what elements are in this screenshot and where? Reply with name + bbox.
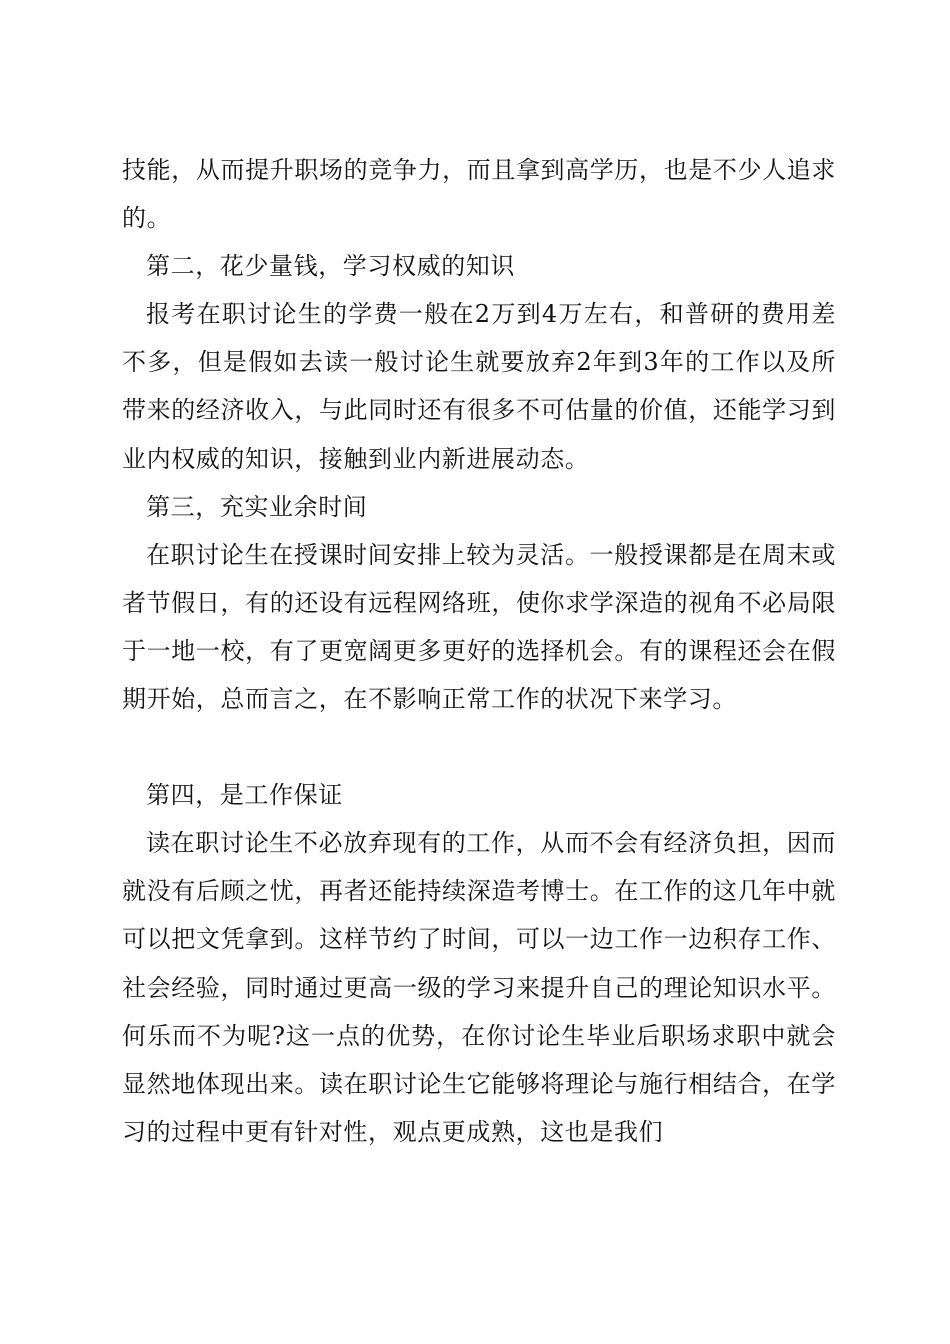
paragraph-flexible-schedule: 在职讨论生在授课时间安排上较为灵活。一般授课都是在周末或者节假日，有的还设有远程网络班，使你求学深造的视角不必局限于一地一校，有了更宽阔更多更好的选择机会。有的课程还会在假期开始，总而言之，在不影响正常工作的状况下来学习。 bbox=[122, 540, 836, 714]
heading-second-point: 第二，花少量钱，学习权威的知识 bbox=[146, 252, 515, 281]
document-body bbox=[122, 146, 836, 1156]
paragraph-job-security: 读在职讨论生不必放弃现有的工作，从而不会有经济负担，因而就没有后顾之忧，再者还能持续深造考博士。在工作的这几年中就可以把文凭拿到。这样节约了时间，可以一边工作一边积存工作、社会经验，同时通过更高一级的学习来提升自己的理论知识水平。何乐而不为呢?这一点的优势，在你讨论生毕业后职场求职中就会显然地体现出来。读在职讨论生它能够将理论与施行相结合，在学习的过程中更有针对性，观点更成熟，这也是我们 bbox=[122, 829, 836, 1146]
heading-fourth-point: 第四，是工作保证 bbox=[146, 781, 343, 810]
paragraph-continuation: 技能，从而提升职场的竞争力，而且拿到高学历，也是不少人追求的。 bbox=[122, 156, 836, 233]
heading-third-point: 第三，充实业余时间 bbox=[146, 492, 368, 521]
paragraph-tuition: 报考在职讨论生的学费一般在2万到4万左右，和普研的费用差不多，但是假如去读一般讨论生就要放弃2年到3年的工作以及所带来的经济收入，与此同时还有很多不可估量的价值，还能学习到业内权威的知识，接触到业内新进展动态。 bbox=[122, 300, 836, 473]
